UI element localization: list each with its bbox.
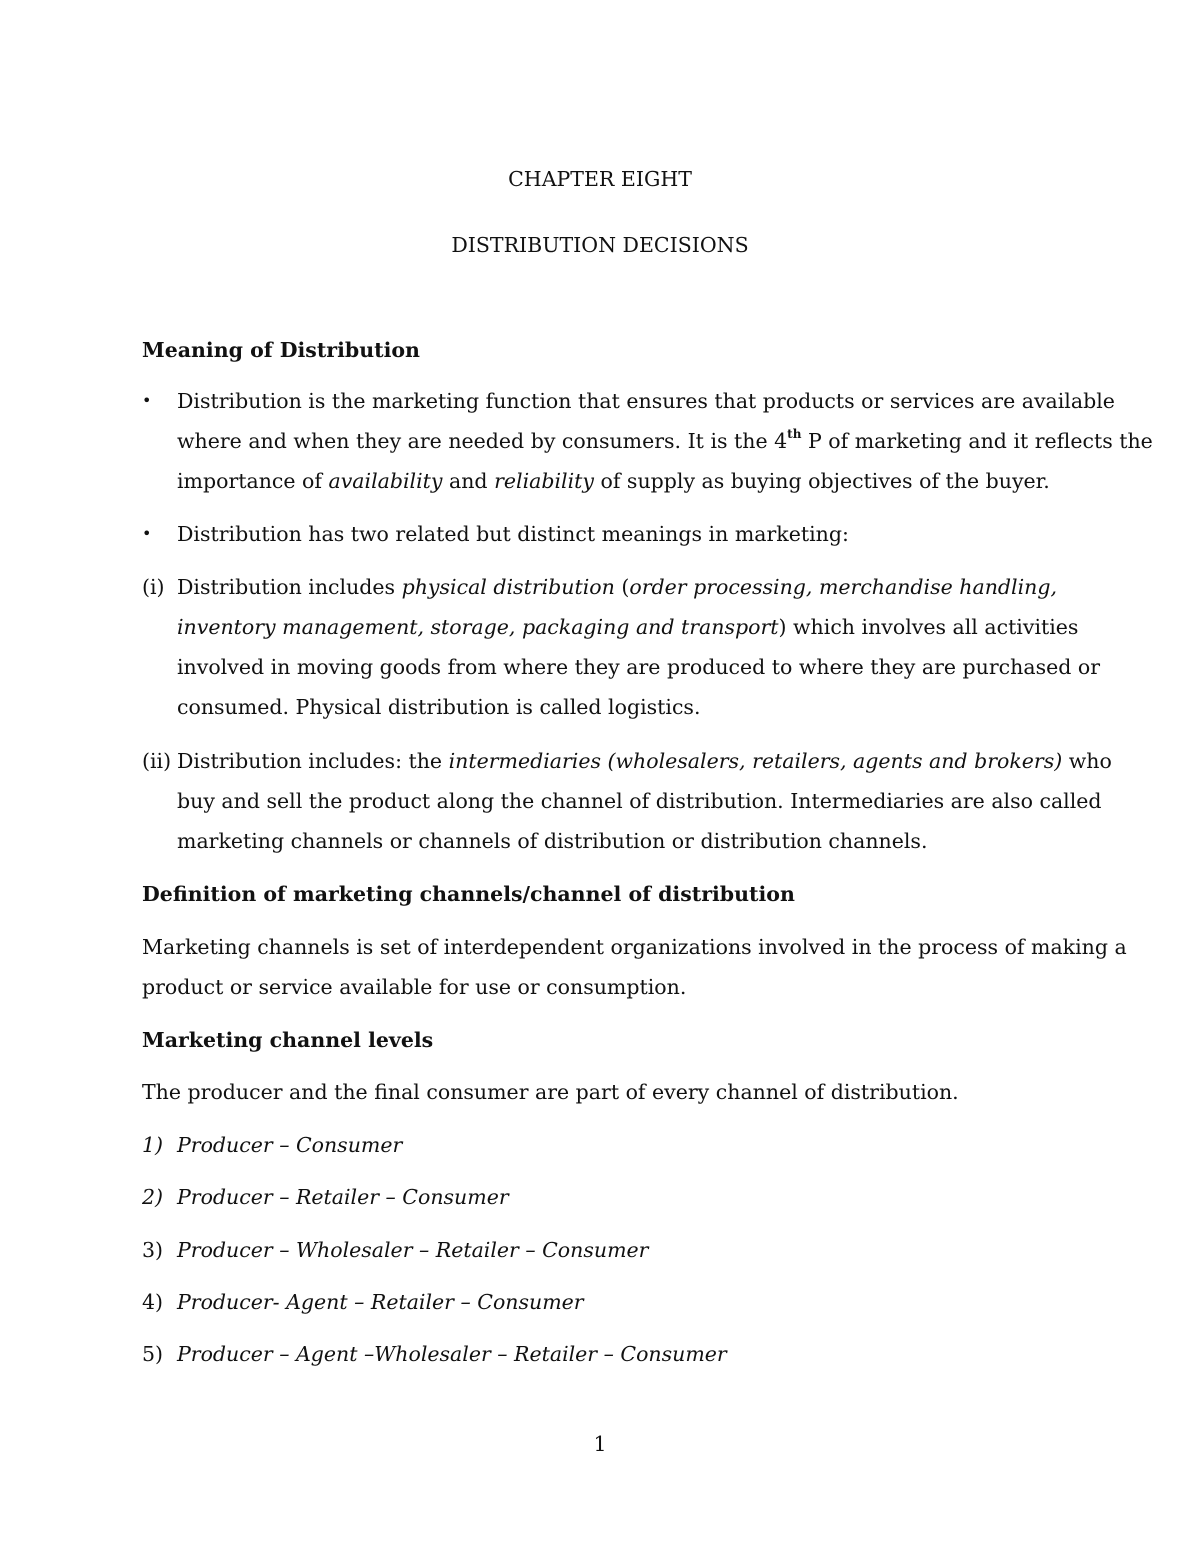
list-marker: 5) <box>142 1342 164 1366</box>
page-number: 1 <box>593 1432 607 1456</box>
channel-level-item: Producer – Consumer <box>177 1133 403 1157</box>
chapter-title: DISTRIBUTION DECISIONS <box>451 233 749 257</box>
paragraph-line: importance of availability and reliability of supply as buying objectives of the buyer. <box>177 469 1050 493</box>
paragraph-line: Distribution is the marketing function that ensures that products or services are available <box>177 389 1115 413</box>
list-marker: 4) <box>142 1290 164 1314</box>
list-marker: 2) <box>142 1185 164 1209</box>
list-marker: 3) <box>142 1238 164 1262</box>
channel-level-item: Producer- Agent – Retailer – Consumer <box>177 1290 584 1314</box>
paragraph-line: involved in moving goods from where they are produced to where they are purchased or <box>177 655 1101 679</box>
paragraph-line: product or service available for use or consumption. <box>142 975 687 999</box>
section-heading-definition: Definition of marketing channels/channel of distribution <box>142 882 795 906</box>
paragraph-line: inventory management, storage, packaging and transport) which involves all activities <box>177 615 1079 639</box>
channel-level-item: Producer – Retailer – Consumer <box>177 1185 509 1209</box>
section-heading-meaning: Meaning of Distribution <box>142 338 420 362</box>
section-heading-levels: Marketing channel levels <box>142 1028 434 1052</box>
channel-level-item: Producer – Agent –Wholesaler – Retailer – Consumer <box>177 1342 727 1366</box>
list-marker: 1) <box>142 1133 164 1157</box>
paragraph-line: marketing channels or channels of distribution or distribution channels. <box>177 829 928 853</box>
bullet-marker: • <box>142 391 152 410</box>
paragraph-line: where and when they are needed by consumers. It is the 4th P of marketing and it reflects the <box>177 427 1153 453</box>
list-marker: (i) <box>142 575 165 599</box>
paragraph-line: Marketing channels is set of interdependent organizations involved in the process of making a <box>142 935 1127 959</box>
paragraph-line: The producer and the final consumer are part of every channel of distribution. <box>142 1080 959 1104</box>
chapter-heading: CHAPTER EIGHT <box>508 167 692 191</box>
paragraph-line: Distribution includes: the intermediaries (wholesalers, retailers, agents and brokers) who <box>177 749 1112 773</box>
bullet-marker: • <box>142 524 152 543</box>
paragraph-line: Distribution has two related but distinct meanings in marketing: <box>177 522 849 546</box>
paragraph-line: buy and sell the product along the channel of distribution. Intermediaries are also called <box>177 789 1102 813</box>
paragraph-line: Distribution includes physical distribution (order processing, merchandise handling, <box>177 575 1057 599</box>
list-marker: (ii) <box>142 749 172 773</box>
channel-level-item: Producer – Wholesaler – Retailer – Consumer <box>177 1238 649 1262</box>
paragraph-line: consumed. Physical distribution is called logistics. <box>177 695 701 719</box>
